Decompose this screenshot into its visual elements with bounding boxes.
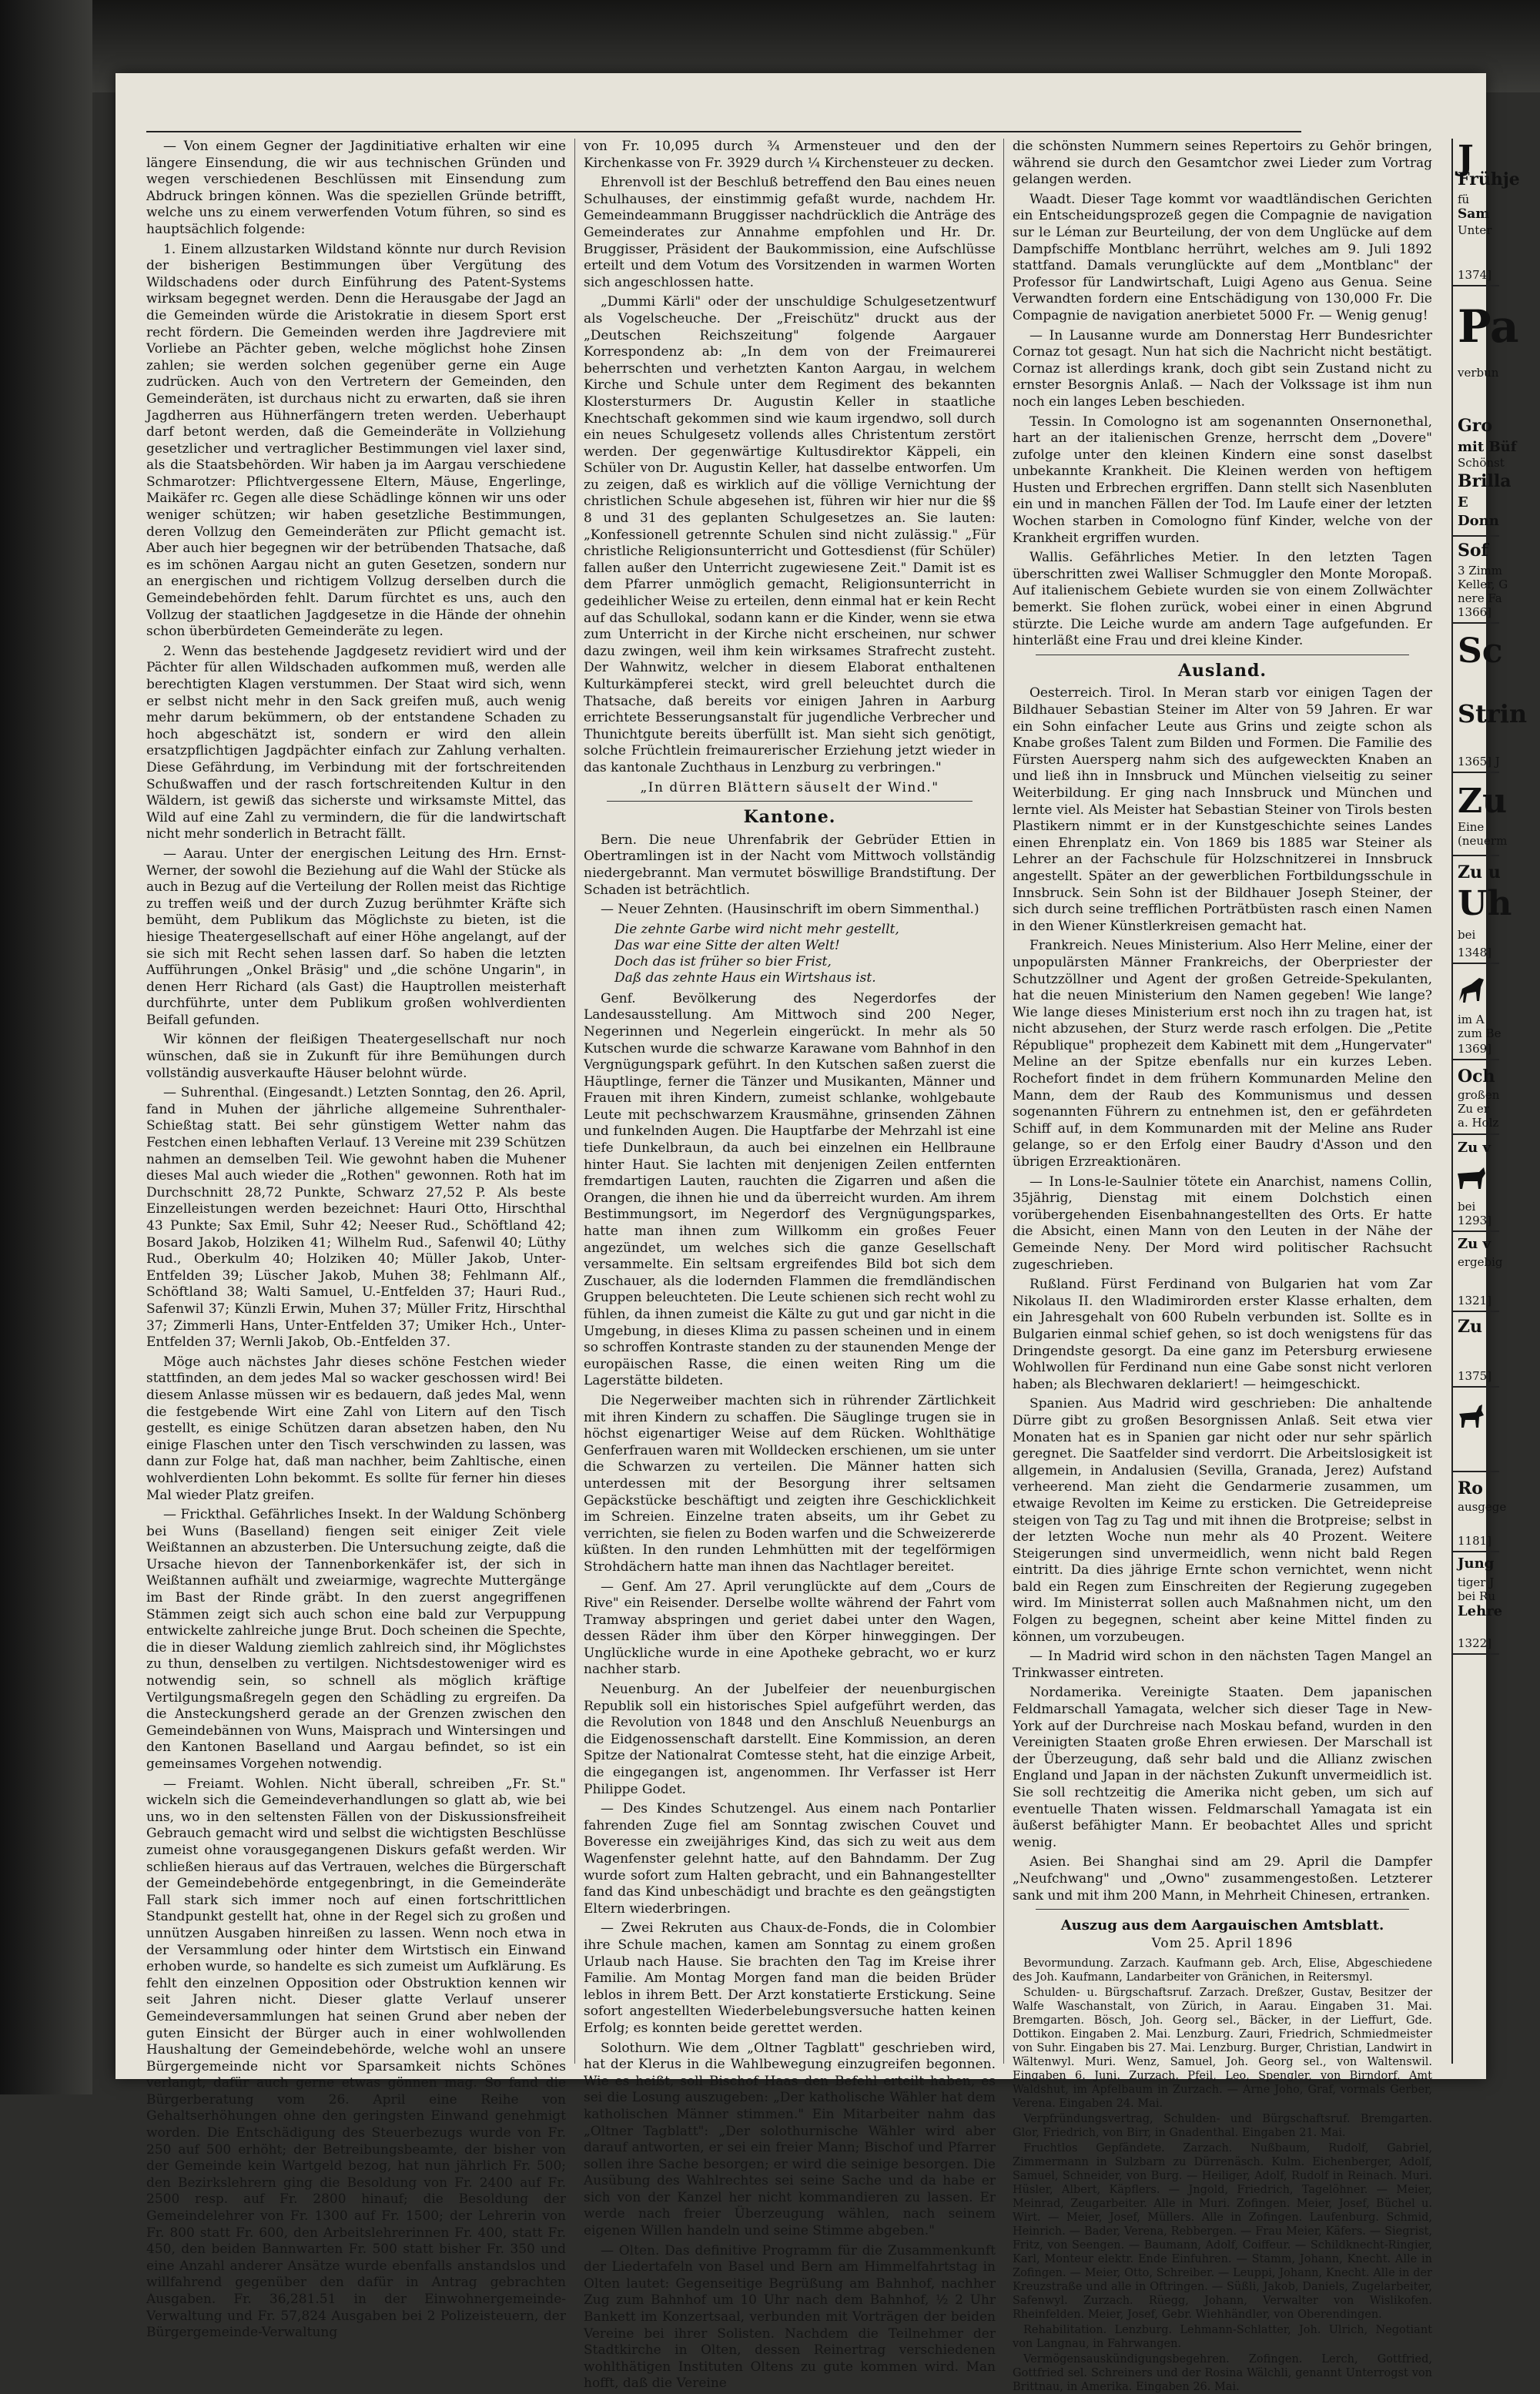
ad-number: 1375]: [1458, 1369, 1492, 1383]
advertisement-column-fragment: [1451, 139, 1528, 2064]
section-rule: [1036, 1909, 1409, 1910]
ad-number: 1374]: [1458, 268, 1492, 282]
amtsblatt-title: Auszug aus dem Aargauischen Amtsblatt.: [1060, 1917, 1384, 1934]
amtsblatt-entry: Fruchtlos Gepfändete. Zarzach. Nußbaum, Rudolf, Gabriel, Zimmermann in Sulzbarn zu Dürrenäsch. Kulm. Eichenberger, Adolf, Samuel, Schneider, von Burg. — Heiliger, Adolf, Rudolf in Reinach. Muri. Hüsler, Albert, Käpflers. — Jngold, Friedrich, Tagelöhner. — Meier, Meinrad, Zeugarbeiter. Alle in Muri. Zofingen. Meier, Josef, Büchel u. Wirt. — Meier, Josef, Müllers. Alle in Zofingen. Laufenburg. Schmid, Heinrich. — Bader, Verena, Rebbergen. — Frau Meier, Käfers. — Siegrist, Fritz, von Seengen. — Baumann, Adolf, Coiffeur. — Schildknecht-Ringier, Karl, Monteur elektr. Ende Einfuhren. — Stamm, Johann, Knecht. Alle in Zofingen. — Meier, Otto, Schreiber. — Leuppi, Johann, Knecht. Alle in der Kreuzstraße und alle in Oftringen. — Süßli, Jakob, Daniels, Zugelarbeiter, Safenwyl. Zurzach. Rüegg, Johann, Verwalter von Wislikofen. Rheinfelden. Meier, Josef, Gebr. Wiehhändler, von Oberendingen.: [1013, 2142, 1432, 2322]
section-heading-kantone: Kantone.: [743, 807, 836, 828]
paragraph-schulhaus: Ehrenvoll ist der Beschluß betreffend den Bau eines neuen Schulhauses, der einstimmig gefaßt wurde, nachdem Hr. Gemeindeammann Bruggisser nachdrücklich die Anträge des Gemeinderates zur Annahme empfohlen und Hr. Dr. Bruggisser, Präsident der Baukommission, eine Aufschlüsse erteilt und dem Votum des Vorsitzenden in warmen Worten sich angeschlossen hatte.: [584, 175, 996, 290]
ad-fragment: Gro: [1458, 416, 1493, 436]
paragraph-liedertafel: die schönsten Nummern seines Repertoirs zu Gehör bringen, während sie durch den Gesamtchor zwei Lieder zum Vortrag gelangen werden.: [1013, 139, 1432, 188]
ad-divider: [1453, 1230, 1499, 1232]
ad-fragment: Donn: [1458, 513, 1499, 529]
ad-divider: [1453, 963, 1499, 964]
ad-fragment: im A: [1458, 1013, 1485, 1026]
article-frickthal: — Frickthal. Gefährliches Insekt. In der Waldung Schönberg bei Wuns (Baselland) fiengen seit einiger Zeit viele Weißtannen an abzusterben. Die Untersuchung zeigte, daß die Ursache hievon der Tannenborkenkäfer ist, der sich in Weißtannen aufhält und zweiarmige, wagrechte Muttergänge im Bast der Rinde gräbt. In den zuerst angegriffenen Stämmen zeigt sich auch schon eine bald zur Verpuppung entwickelte zahlreiche junge Brut. Doch scheinen die Spechte, die in dieser Waldung ziemlich zahlreich sind, ihr Möglichstes zu thun, denselben zu vertilgen. Nichtsdestoweniger wird es notwendig sein, so schnell als möglich kräftige Vertilgungsmaßregeln gegen den Schädling zu ergreifen. Da die Ansteckungsherd gerade an der Grenzen zwischen den Gemeindebännen von Wuns, Maisprach und Wintersingen und den Kantonen Baselland und Aargau befindet, so ist ein gemeinsames Vorgehen notwendig.: [146, 1507, 566, 1772]
article-genf-2: Die Negerweiber machten sich in rührender Zärtlichkeit mit ihren Kindern zu schaffen. Die Säuglinge trugen sie in höchst eigenartiger Weise auf dem Rücken. Wohlthätige Genferfrauen waren mit Wolldecken erschienen, um sie unter die Schwarzen zu verteilen. Die Männer hatten sich unterdessen mit der Besorgung ihrer seltsamen Gepäckstücke beschäftigt und zeigten ihre Geschicklichkeit im Schreien. Einzelne traten abseits, um ihr Gebet zu verrichten, sie fielen zu Boden warfen und die Schweizererde küßten. In den runden Lehmhütten mit der tegelförmigen Strohdächern hatte man ihnen das Nachtlager bereitet.: [584, 1392, 996, 1575]
ad-divider: [1453, 285, 1499, 286]
ad-fragment: Sc: [1458, 631, 1503, 671]
column-1: [146, 139, 566, 2341]
ad-divider: [1453, 772, 1499, 773]
ad-fragment: Lehre: [1458, 1603, 1503, 1619]
article-asien: Asien. Bei Shanghai sind am 29. April die Dampfer „Neufchwang" und „Owno" zusammengestoßen. Letzterer sank und mit ihm 200 Mann, in Mehrheit Chinesen, ertranken.: [1013, 1854, 1432, 1903]
ad-fragment: Unter: [1458, 223, 1492, 237]
ad-fragment: (neuerm: [1458, 834, 1508, 848]
article-bern-2: — Neuer Zehnten. (Hausinschrift im obern Simmenthal.): [601, 902, 979, 918]
article-suhrenthal: — Suhrenthal. (Eingesandt.) Letzten Sonntag, den 26. April, fand in Muhen der jährliche allgemeine Suhrenthaler-Schießtag statt. Bei sehr günstigem Wetter nahm das Festchen einen lebhaften Verlauf. 13 Vereine mit 239 Schützen nahmen an demselben Teil. Wie gewohnt haben die Muhener dieses Mal auch wieder die „Rothen" gewonnen. Roth hat im Durchschnitt 28,72 Punkte, Schwarz 27,52 P. Als beste Einzelleistungen werden bezeichnet: Hauri Otto, Hirschthal 43 Punkte; Sax Emil, Suhr 42; Neeser Rud., Schöftland 42; Bosard Jakob, Holziken 41; Wilhelm Rud., Safenwil 40; Lüthy Rud., Oberkulm 40; Holziken 40; Müller Jakob, Unter-Entfelden 39; Lüscher Jakob, Muhen 38; Fehlmann Alf., Schöftland 38; Walti Samuel, U.-Entfelden 37; Hauri Rud., Safenwil 37; Künzli Erwin, Muhen 37; Müller Fritz, Hirschthal 37; Zimmerli Hans, Unter-Entfelden 37; Umiker Hch., Unter-Entfelden 37; Wernli Jakob, Ob.-Entfelden 37.: [146, 1085, 566, 1351]
amtsblatt-date: Vom 25. April 1896: [1151, 1935, 1294, 1951]
article-oesterreich: Oesterreich. Tirol. In Meran starb vor einigen Tagen der Bildhauer Sebastian Steiner im Alter von 59 Jahren. Er war ein Sohn einfacher Leute aus Grins und zeigte schon als Knabe großes Talent zum Bilden und Formen. Die Familie des Fürsten Auersperg nahm sich des aufgeweckten Knaben an und ließ ihn in Innsbruck und München vielseitig zu seiner Weiterbildung. Er ging nach Innsbruck und München und lernte viel. Als Meister hat Sebastian Steiner von Tirols besten Plastikern nimmt er in der Kunstgeschichte seines Landes einen Ehrenplatz ein. Von 1869 bis 1885 war Steiner als Lehrer an der Fachschule für Holzschnitzerei in Innsbruck angestellt. Später an der gewerblichen Fortbildungsschule in Innsbruck. Sein Sohn ist der Bildhauer Joseph Steiner, der sich durch seine trefflichen Porträtbüsten rasch einen Namen in den Wiener Künstlerkreisen gemacht hat.: [1013, 685, 1432, 934]
ad-fragment: Ro: [1458, 1478, 1483, 1498]
paragraph-jagd-1: 1. Einem allzustarken Wildstand könnte nur durch Revision der bisherigen Bestimmungen über Vergütung des Wildschadens oder durch Einführung des Patent-Systems wirksam begegnet werden. Denn die Herausgabe der Jagd an die Gemeinden würde die Aristokratie in diesem Sport erst recht fördern. Die Gemeinden werden ihre Jagdreviere mit Vorliebe an Pächter geben, welche möglichst hohe Zinsen zahlen; sie werden solchen gegenüber gerne ein Auge zudrücken. Auch von den Vertretern der Gemeinden, den Gemeinderäten, ist durchaus nicht zu erwarten, daß sie ihren Jagdherren aus Hühnerfängern treten werden. Ueberhaupt darf betont werden, daß die Gemeinderäte in Vollziehung gesetzlicher und vertraglicher Bestimmungen viel laxer sind, als die Staatsbehörden. Wir haben ja im Aargau verschiedene Schmarotzer: Pflichtvergessene Eltern, Mäuse, Engerlinge, Maikäfer rc. Gegen alle diese Schädlinge können wir uns oder weniger schützen; wir haben gesetzliche Bestimmungen, deren Vollzug den Gemeinderäten zur Pflicht gemacht ist. Aber auch hier begegnen wir der betrübenden Thatsache, daß es im schönen Aargau nicht an guten Gesetzen, sondern nur an energischen und richtigem Vollzug derselben durch die Gemeindebehörden fehlt. Darum fürchtet es uns, auch den Vollzug der staatlichen Jagdgesetze in die Hände der ohnehin schon überbürdeten Gemeinderäte zu legen.: [146, 241, 566, 640]
ad-divider: [1453, 622, 1499, 624]
amtsblatt-entry: Rehabilitation. Lenzburg. Lehmann-Schlatter, Joh. Ulrich, Negotiant von Langnau, in Fahrwangen.: [1013, 2324, 1432, 2351]
article-neuenburg: Neuenburg. An der Jubelfeier der neuenburgischen Republik soll ein historisches Spiel aufgeführt werden, das die Revolution von 1848 und den Anschluß Neuenburgs an die Eidgenossenschaft darstellt. Eine Kommission, an deren Spitze der Nationalrat Comtesse steht, hat die einzige Arbeit, die eingegangen ist, angenommen. Ihr Verfasser ist Herr Philippe Godet.: [584, 1682, 996, 1797]
article-dummi-kaerli: „Dummi Kärli" oder der unschuldige Schulgesetzentwurf als Vogelscheuche. Der „Freischütz" druckt aus der „Deutschen Reichszeitung" folgende Aargauer Korrespondenz ab: „In dem von der Freimaurerei beherrschten und verhetzten Kanton Aargau, in welchem Kirche und Schule unter dem Regiment des bekannten Klostersturmers Dr. Augustin Keller in staatliche Knechtschaft gekommen sind wie kaum irgendwo, soll durch ein neues Schulgesetz vollends alles Christentum zerstört werden. Der gegenwärtige Kultusdirektor Käppeli, ein Schüler von Dr. Augustin Keller, hat dasselbe entworfen. Um zu zeigen, daß es wirklich auf die völlige Vernichtung der christlichen Schule abgesehen ist, führen wir hier nur die §§ 8 und 31 des geplanten Schulgesetzes an. Sie lauten: „Konfessionell getrennte Schulen sind nicht zulässig." „Für christliche Religionsunterricht und Gottesdienst (für Schüler) fallen außer den Unterricht zugewiesene Zeit." Damit ist es dem Pfarrer unmöglich gemacht, Religionsunterricht in gedeihlicher Weise zu erteilen, denn einmal hat er kein Recht auf das Schullokal, sodann kann er die Kinder, wenn sie etwa zum Unterricht in der Kirche nicht erscheinen, nur schwer dazu zwingen, weil ihm kein wirksames Strafrecht zusteht. Der Wahnwitz, welcher in diesem Elaborat enthaltenen Kulturkämpferei steckt, wird grell beleuchtet durch die Thatsache, daß bereits vor einigen Jahren in Aarburg errichtete Besserungsanstalt für jugendliche Verbrecher und Thunichtgute bereits überfüllt ist. Man sieht sich genötigt, solche Früchtlein freimaurerischer Erziehung jetzt wieder in das kantonale Zuchthaus in Lenzburg zu verbringen.": [584, 294, 996, 775]
article-freiamt: — Freiamt. Wohlen. Nicht überall, schreiben „Fr. St." wickeln sich die Gemeindeverhandlungen so glatt ab, wie bei uns, wo in den seltensten Fällen von der Diskussionsfreiheit Gebrauch gemacht wird und selbst die wichtigsten Beschlüsse zumeist ohne vorausgegangenen Diskurs gefaßt werden. Wir schließen hieraus auf das Vertrauen, welches die Bürgerschaft der Gemeindebehörde entgegenbringt, in die Gemeinderäte Fall stark sich immer noch auf einen fortschrittlichen Standpunkt gestellt hat, ohne in der Regel sich zu großen und unnützen Ausgaben hinreißen zu lassen. Wenn noch etwa in der Versammlung oder hinter dem Wirtstisch ein Einwand erhoben wurde, so handelte es sich zumeist um Aufklärung. Es fehlt den einzelnen Opposition oder Obstruktion kennen wir seit Jahren nicht. Dieser glatte Verlauf unserer Gemeindeversammlungen hat seinen Grund aber neben der guten Einsicht der Bürger auch in einer wohlwollenden Haushaltung der Gemeindebehörde, welche wohl an unsere Bürgergemeinde nicht vor Sparsamkeit nichts Schönes verlangt, dafür auch gerne etwas gönnen mag. So fand die Bürgerberatung vom 26. April eine Reihe von Gehaltserhöhungen ohne den geringsten Einwand genehmigt worden. Die Entschädigung des Steuerbezugs wurde von Fr. 250 auf 500 erhöht; der Betreibungsbeamte, der bisher von der Gemeinde kein Wartgeld bezog, hat nun jährlich Fr. 500; den Bezirkslehrern ging die Besoldung von Fr. 2400 auf Fr. 2500 resp. auf Fr. 2800 hinauf; die Besoldung der Gemeindelehrer von Fr. 1300 auf Fr. 1500; der Lehrerin von Fr. 800 statt Fr. 600, den Arbeitslehrerinnen Fr. 400, statt Fr. 450, den beiden Bannwarten Fr. 500 statt bisher Fr. 350 und eine Anzahl anderer Ansätze wurde ebenfalls anstandslos und willfahrend gegenüber den dafür in Antrag gebrachten Ausgaben. Fr. 36,281.51 in der Einwohnergemeinde-Verwaltung und Fr. 57,824 Ausgaben bei 2 Polizeisteuern, der Bürgergemeinde-Verwaltung: [146, 1776, 566, 2341]
ad-number: 1366]: [1458, 605, 1492, 619]
ad-number: 1365] J: [1458, 755, 1500, 768]
article-genf-3: — Genf. Am 27. April verunglückte auf dem „Cours de Rive" ein Reisender. Derselbe wollte während der Fahrt vom Tramway abspringen und geriet dabei unter den Wagen, dessen Räder ihm über den Körper hinweggingen. Der Unglückliche wurde in eine Apotheke gebracht, wo er kurz nachher starb.: [584, 1579, 996, 1678]
amtsblatt-entry: Schulden- u. Bürgschaftsruf. Zarzach. Dreßzer, Gustav, Besitzer der Walfe Waschanstalt, von Zürich, in Aarau. Eingaben 31. Mai. Bremgarten. Bösch, Joh. Georg sel., Bäcker, in der Lieffurt, Gde. Dottikon. Eingaben 2. Mai. Lenzburg. Zauri, Friedrich, Schmiedmeister von Suhr. Eingaben bis 27. Mai. Lenzburg. Burger, Christian, Landwirt in Wältenwyl. Muri. Wenz, Samuel, Joh. Georg sel., von Waltenswil. Eingaben 6. Juni. Zurzach. Pfeil, Leo, Spengler, von Birndorf, Amt Waldshut, im Apfelbaum in Zurzach. — Arne Joho, Graf, vormals Gerber, Verena. Eingaben 24. Mai.: [1013, 1987, 1432, 2111]
article-waadt-2: — In Lausanne wurde am Donnerstag Herr Bundesrichter Cornaz tot gesagt. Nun hat sich die Nachricht nicht bestätigt. Cornaz ist allerdings krank, doch gibt sein Zustand nicht zu ernster Besorgnis Anlaß. — Nach der Volkssage ist ihm nun noch ein langes Leben beschieden.: [1013, 327, 1432, 410]
ad-fragment: E: [1458, 494, 1468, 511]
ad-number: 1181]: [1458, 1534, 1492, 1548]
ad-fragment: Pa: [1458, 300, 1519, 353]
ad-fragment: J: [1458, 139, 1474, 178]
amtsblatt-entry: Bevormundung. Zarzach. Kaufmann geb. Arch, Elise, Abgeschiedene des Joh. Kaufmann, Landarbeiter von Gränichen, in Reitersmyl.: [1013, 1957, 1432, 1984]
ad-divider: [1453, 1471, 1499, 1472]
article-neuenburg-2: — Des Kindes Schutzengel. Aus einem nach Pontarlier fahrenden Zuge fiel am Sonntag zwischen Couvet und Boveresse ein zweijähriges Kind, das sich zu weit aus dem Wagenfenster gelehnt hatte, auf den Bahndamm. Der Zug wurde sofort zum Halten gebracht, und ein Bahnangestellter fand das Kind unbeschädigt und brachte es den geängstigten Eltern wiederbringen.: [584, 1801, 996, 1917]
ad-fragment: großen: [1458, 1088, 1500, 1102]
paragraph-steuer: von Fr. 10,095 durch ¾ Armensteuer und den der Kirchenkasse von Fr. 3929 durch ¼ Kirchensteuer zu decken.: [584, 139, 996, 171]
article-spanien: Spanien. Aus Madrid wird geschrieben: Die anhaltende Dürre gibt zu großen Besorgnissen Anlaß. Seit etwa vier Monaten hat es in Spanien gar nicht oder nur sehr spärlich geregnet. Die Saatfelder sind verdorrt. Die Arbeitslosigkeit ist allgemein, in Andalusien (Sevilla, Granada, Jerez) Aufstand verheerend. Man zieht die Gendarmerie zusammen, um etwaige Revolten im Keime zu ersticken. Die Getreidepreise steigen von Tag zu Tag und mit ihnen die Brotpreise; selbst in der letzten Woche nun mehr als 40 Prozent. Weitere Steigerungen sind unvermeidlich, wenn nicht bald Regen eintritt. Da dies jährige Ernte schon vernichtet, wenn nicht bald ein Regen zum Einschreiten der Regierung zugegeben wird. Im Ministerrat sollen auch Maßnahmen nicht, um den Folgen zu begegnen, scheint aber keine Mittel finden zu können, um vorzubeugen.: [1013, 1396, 1432, 1645]
ad-fragment: Zu: [1458, 1317, 1483, 1337]
header-rule: [146, 131, 1301, 132]
ad-fragment: Zu v: [1458, 1236, 1491, 1252]
ad-number: 1321]: [1458, 1294, 1492, 1307]
ad-fragment: a. Holz: [1458, 1116, 1499, 1130]
amtsblatt-entry: Verpfründungsvertrag, Schulden- und Bürgschaftsruf. Bremgarten. Glor, Friedrich, von Birr, in Gnadenthal. Eingaben 21. Mai.: [1013, 2113, 1432, 2140]
ad-fragment: Uh: [1458, 884, 1512, 923]
poem-line: Das war eine Sitte der alten Welt!: [614, 937, 840, 953]
column-3: [1013, 139, 1432, 2394]
ad-fragment: fü: [1458, 193, 1470, 206]
ad-divider: [1453, 1133, 1499, 1135]
amtsblatt-entries: [1013, 1957, 1432, 2394]
article-bern: Bern. Die neue Uhrenfabrik der Gebrüder Ettien in Obertramlingen ist in der Nacht vom Mittwoch vollständig niedergebrannt. Man vermutet böswillige Brandstiftung. Der Schaden ist beträchtlich.: [584, 832, 996, 898]
ad-divider: [1453, 1059, 1499, 1060]
cow-icon: [1456, 1163, 1487, 1194]
article-spanien-2: — In Madrid wird schon in den nächsten Tagen Mangel an Trinkwasser eintreten.: [1013, 1649, 1432, 1681]
ad-fragment: Zu u: [1458, 862, 1501, 882]
goat-icon: [1456, 1401, 1487, 1432]
ad-divider: [1453, 855, 1499, 856]
poem: [614, 922, 996, 986]
ad-fragment: Jung: [1458, 1555, 1495, 1572]
article-tessin: Tessin. In Comologno ist am sogenannten Onsernonethal, hart an der italienischen Grenze, herrscht dem „Dovere" zufolge unter den kleinen Kindern eine sonst daselbst unbekannte Krankheit. Die Kleinen werden von heftigem Husten und Erbrechen ergriffen. Dann stellt sich Nasenbluten ein und in manchen Fällen der Tod. Im Laufe einer der letzten Wochen starben in Comologno fünf Kinder, welche von der Krankheit ergriffen wurden.: [1013, 414, 1432, 546]
ad-fragment: Eine: [1458, 820, 1485, 834]
ad-fragment: ausgege: [1458, 1500, 1507, 1514]
article-aarau: — Aarau. Unter der energischen Leitung des Hrn. Ernst-Werner, der sowohl die Beziehung auf die Wahl der Stücke als auch in Bezug auf die Verteilung der Rollen meist das Richtige zu treffen weiß und der durch Zuzug berühmter Kräfte sich bemüht, dem Publikum das Möglichste zu bieten, ist die hiesige Theatergesellschaft auf einer Höhe angelangt, auf der sie sich mit Recht sehen lassen darf. So haben die letzten Aufführungen „Onkel Bräsig" und „die schöne Ungarin", in denen Herr Richard (als Gast) die Hauptrollen meisterhaft durchführte, unter dem Publikum großen wohlverdienten Beifall gefunden.: [146, 845, 566, 1028]
column-rule-2: [1003, 139, 1004, 2064]
ad-fragment: Sam: [1458, 206, 1490, 222]
newspaper-page: [116, 73, 1528, 2394]
ad-fragment: Zu: [1458, 782, 1508, 821]
column-2: [584, 139, 996, 2392]
ad-divider: [1453, 1311, 1499, 1312]
poem-line: Die zehnte Garbe wird nicht mehr gestellt,: [614, 921, 899, 937]
amtsblatt-entry: Vermögensauskündigungsbegehren. Zofingen. Lerch, Gottfried, Gottfried sel. Schreiners und der Rosina Wälchli, genannt Unterrogst von Brittnau, in Amerika. Eingaben 26. Mai.: [1013, 2353, 1432, 2394]
ad-divider: [1453, 1551, 1499, 1552]
ad-number: 1369]: [1458, 1042, 1492, 1056]
ad-fragment: zum Be: [1458, 1026, 1502, 1040]
ad-fragment: bei: [1458, 1200, 1476, 1214]
horse-icon: [1456, 970, 1487, 1009]
ad-fragment: tiger J: [1458, 1575, 1495, 1589]
ad-fragment: ergebig: [1458, 1255, 1503, 1269]
ad-divider: [1453, 1386, 1499, 1388]
ad-fragment: Och: [1458, 1066, 1495, 1087]
article-olten: — Olten. Das definitive Programm für die Zusammenkunft der Liedertafeln von Basel und Bern am Himmelfahrtstag in Olten lautet: Gegenseitige Begrüßung am Bahnhof, nachher Zug zum Bahnhof um 10 Uhr nach dem Bahnhof, ½ 2 Uhr Bankett im Konzertsaal, verbunden mit Vorträgen der beiden Vereine bei ihrer Solisten. Nachdem die Teilnehmer der Stadtkirche in Olten, dessen Reinertrag verschiedenen wohlthätigen Instituten Oltens zu gute kommen wird. Man hofft, daß die Vereine: [584, 2242, 996, 2392]
article-solothurn: Solothurn. Wie dem „Oltner Tagblatt" geschrieben wird, hat der Klerus in die Wahlbewegung einzugreifen begonnen. Wie es heißt, soll Bischof Haas den Befehl erteilt haben, es sei die Losung auszugeben: „Der katholische Wähler hat dem katholischen Männer stimmen." Ein Mitarbeiter nahm das „Oltner Tagblatt": „Der solothurnische Wähler wird aber darauf antworten, er sei ein freier Mann; Bischof und Pfarrer sollen ihre Sache besorgen; er wird die seinige besorgen. Die Ausübung des Wahlrechtes sei seine Sache und da habe er sich von der Kanzel her nicht kommandieren zu lassen. Er werde nach freier Überzeugung wählen, nach seinem eigenen Willen handeln und seine Stimme abgeben.": [584, 2040, 996, 2239]
ad-fragment: Zu v: [1458, 1140, 1491, 1156]
ad-fragment: Strin: [1458, 699, 1528, 728]
poem-line: Daß das zehnte Haus ein Wirtshaus ist.: [614, 969, 876, 986]
section-rule: [607, 801, 973, 802]
ad-fragment: Schönst: [1458, 456, 1505, 470]
paragraph-jagd-2: 2. Wenn das bestehende Jagdgesetz revidiert wird und der Pächter für allen Wildschaden aufkommen muß, werden alle berechtigten Klagen verstummen. Der Staat wird sich, wenn er selbst nicht mehr in den Sack greifen muß, auch wenig mehr darum bekümmern, ob der entstandene Schaden zu hoch abgeschätzt ist, sondern er wird den allein ersatzpflichtigen Jagdpächter einfach zur Zahlung verhalten. Diese Gefährdung, im Verbindung mit der fortschreitenden Schußwaffen und der rasch fortschreitenden Kultur in den Wäldern, ist gewiß das sicherste und wirksamste Mittel, das Wild auf eine Zahl zu vermindern, die für die landwirtschaft nicht mehr sonderlich in Betracht fällt.: [146, 643, 566, 842]
ad-divider: [1453, 1653, 1499, 1655]
ad-fragment: bei: [1458, 928, 1476, 942]
ad-fragment: mit Büf: [1458, 439, 1517, 455]
ad-fragment: 3 Zimm: [1458, 564, 1502, 578]
ad-number: 1348]: [1458, 946, 1492, 959]
section-heading-ausland: Ausland.: [1177, 660, 1267, 681]
ad-fragment: Frühje: [1458, 169, 1520, 189]
ad-fragment: verbun: [1458, 366, 1499, 380]
ad-fragment: Zu er: [1458, 1102, 1489, 1116]
ad-fragment: Brilla: [1458, 471, 1512, 491]
ad-divider: [1453, 535, 1499, 537]
article-frankreich: Frankreich. Neues Ministerium. Also Herr Meline, einer der unpopulärsten Männer Frankreichs, der Oberpriester der Schutzzöllner und Agent der großen Getreide-Spekulanten, hat die neuen Ministerium den Namen gegeben! Wie lange? Wie lange dieses Ministerium erst noch ihn zu tragen hat, ist nicht abzusehen, der Sturz werde rasch erfolgen. Die „Petite République" prophezeit dem Kabinett mit dem „Hungervater" Meline an der Spitze ebenfalls nur ein kurzes Leben. Rochefort findet in dem frühern Kommunarden Meline den Mann, dem der Raub des Kommunismus und dessen sogenannten Führern zu entnehmen ist, den er gefährdeten Schiff auf, in dem Kommunarden mit der Meline ans Ruder gelange, so er den Erfolg einer Baudry d'Asson und den übrigen Erzreaktionären.: [1013, 938, 1432, 1170]
quote-duerren-blaettern: „In dürren Blättern säuselt der Wind.": [640, 779, 939, 795]
article-neuenburg-3: — Zwei Rekruten aus Chaux-de-Fonds, die in Colombier ihre Schule machen, kamen am Sonntag zu einem großen Urlaub nach Hause. Sie brachten den Tag im Kreise ihrer Familie. Am Montag Morgen fand man die beiden Brüder leblos in ihrem Bett. Der Arzt konstatierte Erstickung. Seine sofort angestellten Wiederbelebungsversuche hatten keinen Erfolg; es konnten beide gerettet werden.: [584, 1920, 996, 2036]
ad-fragment: nere Fa: [1458, 591, 1502, 605]
column-rule-1: [574, 139, 575, 2064]
ad-fragment: Sof: [1458, 541, 1489, 561]
article-waadt: Waadt. Dieser Tage kommt vor waadtländischen Gerichten ein Entscheidungsprozeß gegen die Compagnie de navigation sur le Léman zur Beurteilung, der von dem Unglücke auf dem Dampfschiffe Montblanc herrührt, welches am 9. Juli 1892 stattfand. Damals verunglückte auf dem „Montblanc" der Professor für Landwirtschaft, Luigi Ageno aus Genua. Seine Verwandten fordern eine Entschädigung von 130,000 Fr. Die Compagnie de navigation anerbietet 5000 Fr. — Wenig genug!: [1013, 191, 1432, 323]
article-frankreich-2: — In Lons-le-Saulnier tötete ein Anarchist, namens Collin, 35jährig, Dienstag mit einem Dolchstich einen vorübergehenden Eisenbahnangestellten des Orts. Er hatte die Absicht, einen Mann von den Leuten in der Nähe der Gemeinde Neny. Der Mord wird politischer Rachsucht zugeschrieben.: [1013, 1174, 1432, 1273]
ad-number: 1293]: [1458, 1214, 1492, 1227]
article-genf: Genf. Bevölkerung des Negerdorfes der Landesausstellung. Am Mittwoch sind 200 Neger, Negerinnen und Negerlein eingerückt. In mehr als 50 Kutschen wurde die schwarze Karawane vom Bahnhof in den Vergnügungspark geführt. In den Kutschen saßen zuerst die Häuptlinge, ferner die Tänzer und Musikanten, Männer und Frauen mit ihren Kindern, zumeist schlanke, wohlgebaute Leute mit pechschwarzem Krausmähne, grinsenden Zähnen und funkelnden Augen. Die Hauptfarbe der Mehrzahl ist eine tiefe Dunkelbraun, da auch bei einzelnen ein Hellbraune hinter Haut. Sie lachten mit denjenigen Zeilen entfernten fremdartigen Lauten, rauchten die Zigarren und aßen die Orangen, die ihnen hie und da überreicht wurden. Am ihrem Bestimmungsort, im Negerdorf des Vergnügungsparkes, hatte man ihnen zum Willkomm ein großes Feuer angezündet, um welches sich die ganze Gesellschaft versammelte. Ein seltsam ergreifendes Bild bot sich dem Zuschauer, als die lodernden Flammen die fremdländischen Gruppen beleuchteten. Die Leute schienen sich recht wohl zu fühlen, da ihnen zumeist die Kälte zu gut und gar nicht in die Umgebung, in dieses Klima zu passen scheinen und in einem so schroffen Kontraste standen zu der staunenden Menge der europäischen Rasse, die einen weiten Ring um die Lagerstätte bildeten.: [584, 990, 996, 1389]
article-jagdinitiative: — Von einem Gegner der Jagdinitiative erhalten wir eine längere Einsendung, die wir aus technischen Gründen und wegen verschiedenen Beschlüssen mit Einsendung zum Abdruck bringen können. Was die speziellen Gründe betrifft, welche uns zu einem verwerfenden Votum führen, so sind es hauptsächlich folgende:: [146, 139, 566, 237]
scanner-edge-left: [0, 0, 92, 2094]
ad-number: 1322]: [1458, 1636, 1492, 1650]
poem-line: Doch das ist früher so bier Frist,: [614, 953, 832, 969]
article-russland: Rußland. Fürst Ferdinand von Bulgarien hat vom Zar Nikolaus II. den Wladimirorden erster Klasse erhalten, dem ein Jahresgehalt von 600 Rubeln verbunden ist. Sollte es in Bulgarien einmal schief gehen, so ist doch wenigstens für das Dringendste gesorgt. Da eine ganz im Petersburg erwiesene Wohlwollen für Ferdinand nun eine Gabe sonst nicht verloren haben; als Blechwaren deklariert! — heimgeschickt.: [1013, 1277, 1432, 1392]
ad-fragment: bei Ru: [1458, 1589, 1495, 1603]
article-nordamerika: Nordamerika. Vereinigte Staaten. Dem japanischen Feldmarschall Yamagata, welcher sich dieser Tage in New-York auf der Durchreise nach Moskau befand, wurden in den Vereinigten Staaten große Ehren erwiesen. Der Marschall ist der Überzeugung, daß sehr bald und die Allianz zwischen England und Japan in der nächsten Zukunft unvermeidlich ist. Sie soll rechtzeitig die Amerika nicht geben, um sich auf eventuelle Thaten wissen. Feldmarschall Yamagata ist ein äußerst befähigter Mann. Er beobachtet Alles und spricht wenig.: [1013, 1685, 1432, 1850]
ad-fragment: Keller, G: [1458, 578, 1508, 591]
article-wallis: Wallis. Gefährliches Metier. In den letzten Tagen überschritten zwei Walliser Schmuggler den Monte Moropaß. Auf italienischem Gebiete wurden sie von einem Zollwächter bemerkt. Sie flohen zurück, wobei einer in einen Abgrund stürzte. Die Leiche wurde am andern Tage aufgefunden. Er hinterläßt eine Frau und drei kleine Kinder.: [1013, 550, 1432, 649]
article-suhrenthal-2: Möge auch nächstes Jahr dieses schöne Festchen wieder stattfinden, an dem jedes Mal so wacker geschossen wird! Bei diesem Anlasse müssen wir es bedauern, daß jedes Mal, wenn die festgebende Wirt eine Zahl von Litern auf den Tisch gestellt, es einige Schützen daran absetzen haben, den Nu einige Flaschen unter den Tisch verschwinden zu lassen, was dann zur Folge hat, daß man nachher, beim Zahltische, einen wohlverdienten Lohn bekommt. Es sollte für ferner hin dieses Mal wieder Platz greifen.: [146, 1354, 566, 1503]
article-aarau-2: Wir können der fleißigen Theatergesellschaft nur noch wünschen, daß sie in Zukunft für ihre Bemühungen durch vollständig ausverkaufte Häuser belohnt würde.: [146, 1032, 566, 1081]
